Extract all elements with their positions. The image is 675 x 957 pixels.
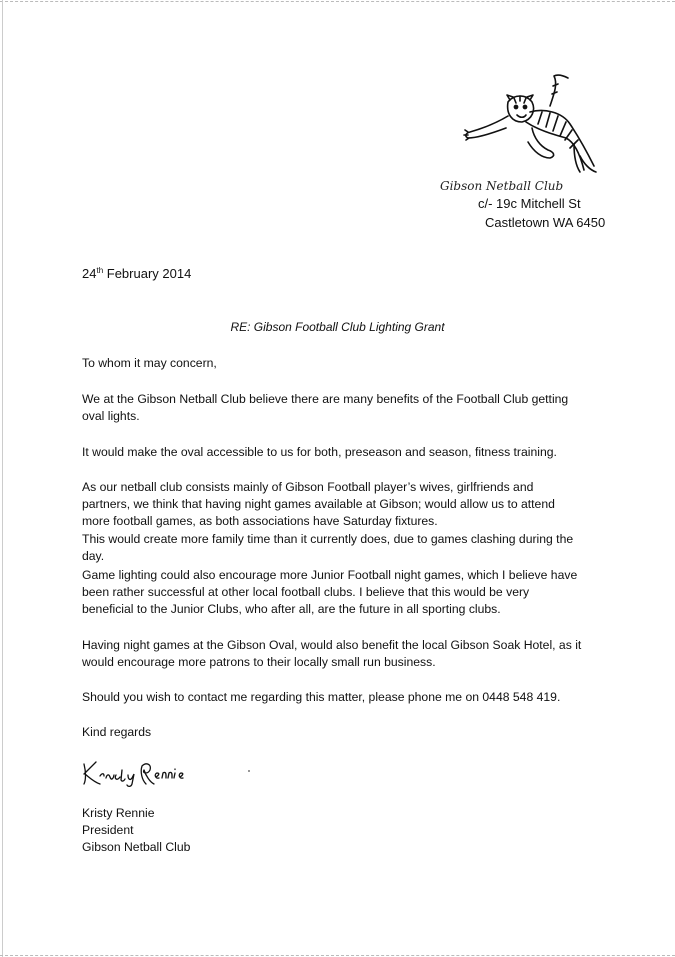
closing: Kind regards [82,725,152,739]
tiger-logo-icon [462,72,598,176]
page-edge-bottom [0,955,675,956]
date-month-year: February 2014 [103,266,192,281]
signer-organization: Gibson Netball Club [82,840,191,854]
page-edge-top [0,1,675,2]
handwritten-signature [80,758,200,788]
stray-mark [248,770,250,772]
page-edge-left [2,0,3,957]
paragraph-3: As our netball club consists mainly of Gibson Football player’s wives, girlfriends and partners, we think that having night games available at Gibson; would allow us to attend more football games, as both associations have Saturday fixtures. [82,480,555,528]
club-name-script: Gibson Netball Club [440,179,564,193]
subject-line: RE: Gibson Football Club Lighting Grant [230,320,445,334]
letter-date [82,266,191,281]
paragraph-2: It would make the oval accessible to us for both, preseason and season, fitness training. [82,445,557,459]
paragraph-4: This would create more family time than it currently does, due to games clashing during the day. [82,532,574,563]
paragraph-7: Should you wish to contact me regarding this matter, please phone me on 0448 548 419. [82,690,561,704]
date-day: 24 [82,266,97,281]
signer-name: Kristy Rennie [82,806,155,820]
address-line-2: Castletown WA 6450 [485,215,606,230]
signer-title: President [82,823,134,837]
date-suffix: th [96,266,104,275]
paragraph-5: Game lighting could also encourage more Junior Football night games, which I believe have been rather successful at other local football clubs. I believe that this would be very beneficial to the Junior Clubs, who after all, are the future in all sporting clubs. [82,568,578,616]
address-line-1: c/- 19c Mitchell St [478,196,581,211]
salutation: To whom it may concern, [82,356,217,370]
paragraph-1: We at the Gibson Netball Club believe there are many benefits of the Football Club getting oval lights. [82,392,569,423]
paragraph-6: Having night games at the Gibson Oval, would also benefit the local Gibson Soak Hotel, as it would encourage more patrons to their locally small run business. [82,638,582,669]
